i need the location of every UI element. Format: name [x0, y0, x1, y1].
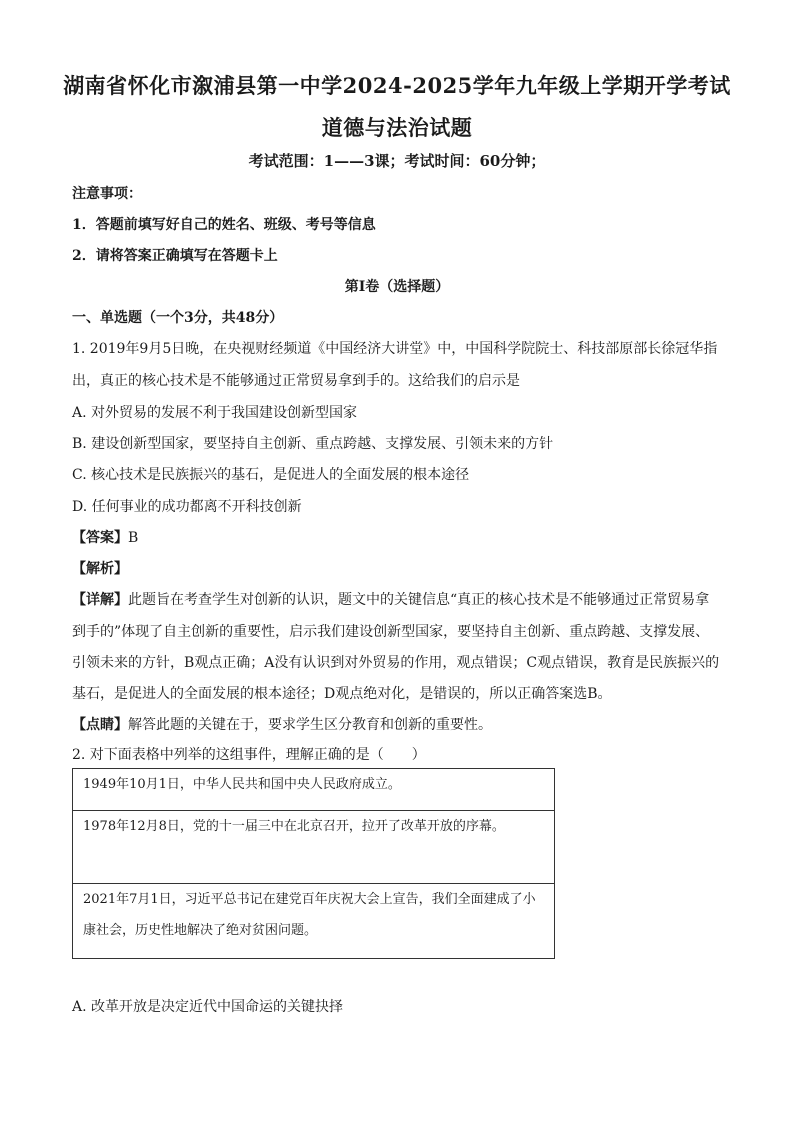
tip-tag: 【点睛】	[72, 717, 128, 733]
note-item: 1．答题前填写好自己的姓名、班级、考号等信息	[72, 217, 376, 233]
option-c: C. 核心技术是民族振兴的基石，是促进人的全面发展的根本途径	[72, 467, 470, 483]
exam-title: 湖南省怀化市溆浦县第一中学2024-2025学年九年级上学期开学考试	[63, 73, 731, 98]
detail-text: 基石，是促进人的全面发展的根本途径；D观点绝对化，是错误的，所以正确答案选B。	[72, 686, 612, 702]
detail-text: 引领未来的方针，B观点正确；A没有认识到对外贸易的作用，观点错误；C观点错误，教育是民族振兴的	[72, 655, 720, 671]
detail-tag: 【详解】	[72, 592, 128, 608]
option-a: A. 对外贸易的发展不利于我国建设创新型国家	[72, 405, 358, 421]
answer-line	[72, 527, 722, 547]
option-d: D. 任何事业的成功都离不开科技创新	[72, 499, 302, 515]
detail-text: 到手的”体现了自主创新的重要性，启示我们建设创新型国家，要坚持自主创新、重点跨越、支撑发展、	[72, 624, 710, 640]
detail-text: 此题旨在考查学生对创新的认识，题文中的关键信息“真正的核心技术是不能够通过正常贸易拿	[128, 592, 710, 608]
table-row	[73, 811, 555, 884]
option-b: B. 建设创新型国家，要坚持自主创新、重点跨越、支撑发展、引领未来的方针	[72, 436, 554, 452]
note-item: 2．请将答案正确填写在答题卡上	[72, 248, 278, 264]
answer-tag: 【答案】	[72, 530, 128, 546]
table-row	[73, 884, 555, 959]
table-cell: 1978年12月8日，党的十一届三中在北京召开，拉开了改革开放的序幕。	[73, 811, 555, 884]
exam-subject-title: 道德与法治试题	[321, 115, 473, 140]
question-2-option-a: A. 改革开放是决定近代中国命运的关键抉择	[72, 999, 344, 1015]
table-cell: 1949年10月1日，中华人民共和国中央人民政府成立。	[73, 769, 555, 811]
tip-line	[72, 714, 722, 734]
part-title: 一、单选题（一个3分，共48分）	[72, 310, 284, 326]
exam-info: 考试范围：1——3课；考试时间：60分钟；	[248, 152, 546, 170]
detail-line	[72, 589, 722, 609]
question-1-stem: 出，真正的核心技术是不能够通过正常贸易拿到手的。这给我们的启示是	[72, 373, 520, 389]
table-row	[73, 769, 555, 811]
analysis-tag: 【解析】	[72, 561, 128, 577]
events-table	[72, 768, 555, 959]
question-1-stem: 1. 2019年9月5日晚，在央视财经频道《中国经济大讲堂》中，中国科学院院士、科技部原部长徐冠华指	[72, 341, 718, 357]
notes-heading: 注意事项：	[72, 186, 142, 202]
answer-value: B	[128, 530, 139, 546]
table-cell: 2021年7月1日，习近平总书记在建党百年庆祝大会上宣告，我们全面建成了小康社会，历史性地解决了绝对贫困问题。	[73, 884, 555, 959]
question-2-stem: 2. 对下面表格中列举的这组事件，理解正确的是（ ）	[72, 747, 426, 763]
tip-text: 解答此题的关键在于，要求学生区分教育和创新的重要性。	[128, 717, 492, 733]
volume-title: 第I卷（选择题）	[344, 279, 450, 295]
